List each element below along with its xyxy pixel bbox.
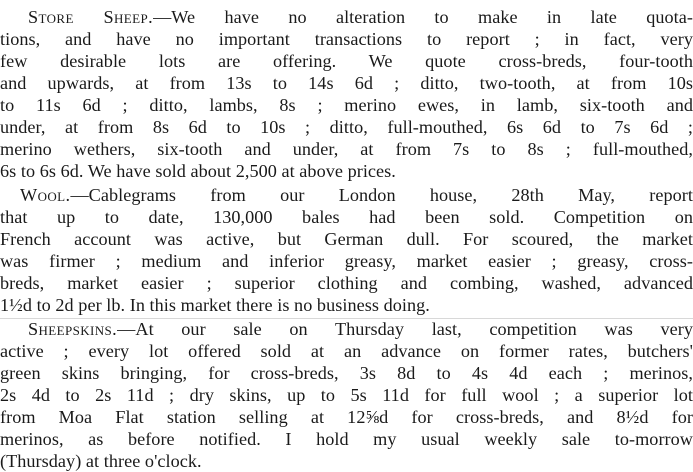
text-line: from Moa Flat station selling at 12⅝d for cross-breds, and 8½d for bbox=[0, 407, 693, 427]
text-line: 1½d to 2d per lb. In this market there is no business doing. bbox=[0, 295, 430, 315]
text-line: Sheepskins.—At our sale on Thursday last, competition was very bbox=[28, 319, 693, 339]
text-line: breds, market easier ; superior clothing and combing, washed, advanced bbox=[0, 273, 693, 293]
text-line: merinos, as before notified. I hold my usual weekly sale to-morrow bbox=[0, 429, 693, 449]
text-line: active ; every lot offered sold at an advance on former rates, butchers' bbox=[0, 341, 693, 361]
section-heading: Sheepskins. bbox=[28, 319, 118, 339]
text-line: was firmer ; medium and inferior greasy, market easier ; greasy, cross- bbox=[0, 251, 693, 271]
text-line: few desirable lots are offering. We quote cross-breds, four-tooth bbox=[0, 51, 693, 71]
section-heading: Wool. bbox=[20, 185, 71, 205]
text-line: French account was active, but German dull. For scoured, the market bbox=[0, 229, 693, 249]
text-line: Store Sheep.—We have no alteration to make in late quota- bbox=[28, 7, 693, 27]
text-line: under, at from 8s 6d to 10s ; ditto, full-mouthed, 6s 6d to 7s 6d ; bbox=[0, 117, 693, 137]
text-line: Wool.—Cablegrams from our London house, 28th May, report bbox=[20, 185, 693, 205]
section-heading: Store Sheep. bbox=[28, 7, 154, 27]
text-line: green skins bringing, for cross-breds, 3s 8d to 4s 4d each ; merinos, bbox=[0, 363, 693, 383]
text-line: to 11s 6d ; ditto, lambs, 8s ; merino ewes, in lamb, six-tooth and bbox=[0, 95, 693, 115]
text-line: tions, and have no important transactions to report ; in fact, very bbox=[0, 29, 693, 49]
text-line: 6s to 6s 6d. We have sold about 2,500 at above prices. bbox=[0, 161, 396, 181]
text-line: merino wethers, six-tooth and under, at from 7s to 8s ; full-mouthed, bbox=[0, 139, 693, 159]
text-line: 2s 4d to 2s 11d ; dry skins, up to 5s 11d for full wool ; a superior lot bbox=[0, 385, 693, 405]
text-line: (Thursday) at three o'clock. bbox=[0, 451, 202, 471]
text-line: that up to date, 130,000 bales had been sold. Competition on bbox=[0, 207, 693, 227]
text-line: and upwards, at from 13s to 14s 6d ; ditto, two-tooth, at from 10s bbox=[0, 73, 693, 93]
